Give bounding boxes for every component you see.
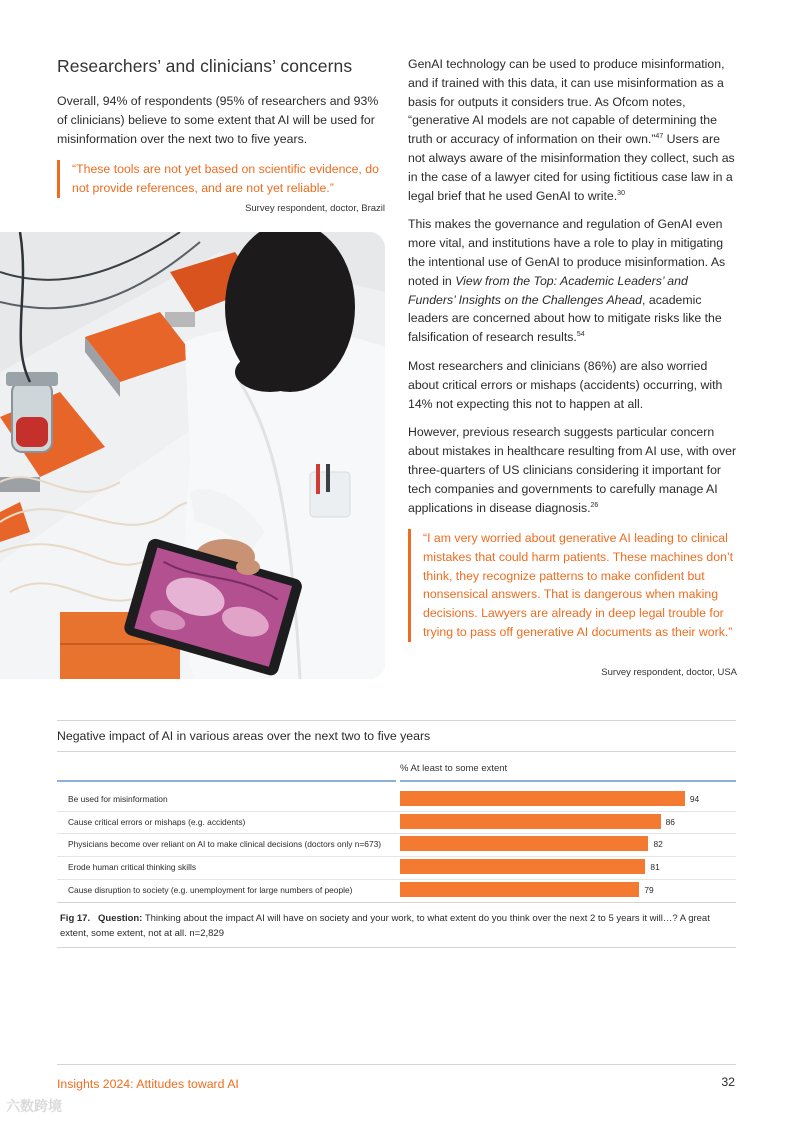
chart-top-rule xyxy=(57,720,736,721)
intro-paragraph: Overall, 94% of respondents (95% of researchers and 93% of clinicians) believe to some extent that AI will be used for misinformation over the next two to five years. xyxy=(57,94,379,146)
bar-value-label: 94 xyxy=(689,794,700,804)
chart-label-header-rule xyxy=(57,780,396,782)
bar xyxy=(400,836,648,851)
watermark: 六数跨境 xyxy=(6,1098,62,1114)
paragraph-healthcare: However, previous research suggests particular concern about mistakes in healthcare resulting from AI use, with over three-quarters of US clinicians considering it important for tech companies and governments to carefully manage AI applications in disease diagnosis.$^{26}$ xyxy=(408,425,737,515)
paragraph-misinformation: GenAI technology can be used to produce misinformation, and if trained with this data, it can use misinformation as a basis for outputs it considers true. As Ofcom notes, “generative AI models are not capable of determining the truth or accuracy of information on their own.”$^{47}$ Users are not always aware of the misinformation they collect, such as in the case of a lawyer cited for using fictitious case law in a legal brief that he used GenAI to write.$^{30}$ xyxy=(408,57,735,203)
lab-photo xyxy=(0,232,385,679)
row-separator xyxy=(57,879,736,880)
right-column-text xyxy=(408,55,738,527)
bar-label: Cause critical errors or mishaps (e.g. accidents) xyxy=(68,816,246,827)
bar-value-label: 82 xyxy=(653,839,663,850)
question-text: Thinking about the impact AI will have on society and your work, to what extent do you think over the next 2 to 5 years it will…? A great extent, some extent, not at all. n=2,829 xyxy=(60,913,710,939)
bar-label: Cause disruption to society (e.g. unemployment for large numbers of people) xyxy=(68,884,353,895)
chart-title: Negative impact of AI in various areas over the next two to five years xyxy=(57,729,431,743)
footer-report-title: Insights 2024: Attitudes toward AI xyxy=(57,1077,239,1091)
bar-label: Physicians become over reliant on AI to make clinical decisions (doctors only n=673) xyxy=(68,839,382,850)
question-label: Question: xyxy=(98,913,143,924)
chart-title-rule xyxy=(57,751,736,752)
chart-bottom-rule xyxy=(57,902,736,903)
row-separator xyxy=(57,833,736,834)
paragraph-critical-errors: Most researchers and clinicians (86%) are also worried about critical errors or mishaps (accidents) occurring, with 14% not expecting this not to happen at all. xyxy=(408,358,723,411)
row-separator xyxy=(57,856,736,857)
bar xyxy=(400,814,661,829)
lab-photo-illustration xyxy=(0,232,385,679)
paragraph-governance: This makes the governance and regulation of GenAI even more vital, and institutions have a role to play in mitigating the intentional use of GenAI to produce misinformation. As noted in View from the Top: Academic Leaders’ and Funders’ Insights on the Challenges Ahead, academic leaders are concerned about how to mitigate risks like the falsification of research results.$^{54}$ xyxy=(408,217,726,345)
bar-value-label: 79 xyxy=(644,884,654,895)
quote-attribution-brazil: Survey respondent, doctor, Brazil xyxy=(245,203,385,214)
figure-caption xyxy=(60,911,740,941)
footer-rule xyxy=(57,1064,736,1065)
bar-value-label: 81 xyxy=(650,862,660,873)
bar-value-label: 86 xyxy=(665,816,675,827)
chart-column-header: % At least to some extent xyxy=(400,763,508,774)
bar-label: Be used for misinformation xyxy=(68,794,168,804)
quote-attribution-usa: Survey respondent, doctor, USA xyxy=(601,667,737,678)
bar-label: Erode human critical thinking skills xyxy=(68,862,197,873)
page-number: 32 xyxy=(721,1075,735,1089)
row-separator xyxy=(57,811,736,812)
section-title: Researchers’ and clinicians’ concerns xyxy=(57,56,353,76)
pull-quote-brazil: “These tools are not yet based on scientific evidence, do not provide references, and are not yet reliable.” xyxy=(57,160,388,198)
chart-value-header-rule xyxy=(400,780,736,782)
bar xyxy=(400,859,645,874)
figure-number: Fig 17. xyxy=(60,913,91,924)
bar xyxy=(400,791,685,806)
caption-bottom-rule xyxy=(57,947,736,948)
bar xyxy=(400,882,639,897)
pull-quote-usa: “I am very worried about generative AI leading to clinical mistakes that could harm patients. These machines don’t think, they recognize patterns to make confident but nonsensical answers. That is dangerous when making decisions. Lawyers are already in deep legal trouble for trying to pass off generative AI documents as their work.” xyxy=(408,529,738,642)
